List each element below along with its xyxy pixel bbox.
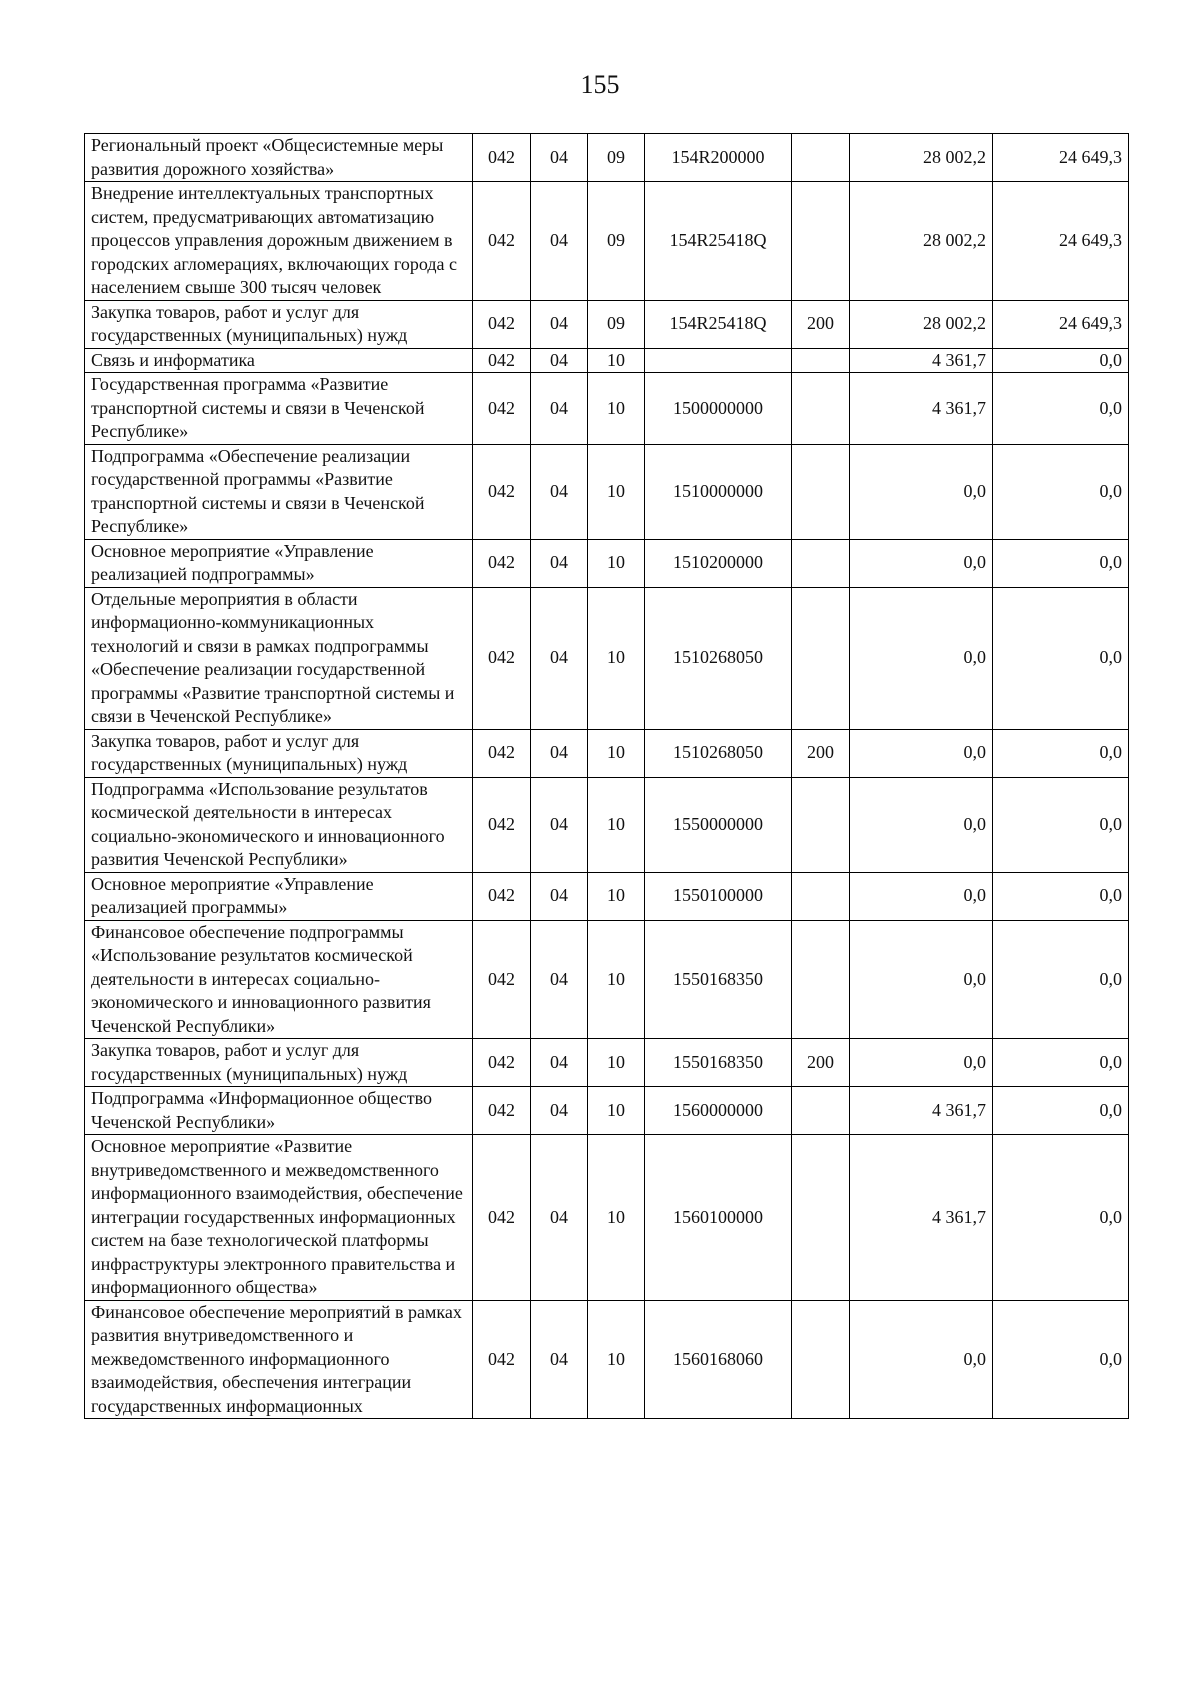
row-name: Подпрограмма «Использование результатов космической деятельности в интересах социально-экономического и инновационного развития Чеченской Республики» [85,777,473,872]
row-target-code: 154R200000 [645,134,792,182]
row-section-code: 04 [531,348,588,373]
row-sum-2: 0,0 [993,539,1129,587]
row-section-code: 04 [531,182,588,301]
row-target-code: 154R25418Q [645,300,792,348]
row-subsection-code: 10 [588,777,645,872]
row-ministry-code: 042 [473,1039,531,1087]
row-target-code: 1500000000 [645,373,792,445]
row-target-code: 1550000000 [645,777,792,872]
table-row [85,1300,1129,1419]
row-section-code: 04 [531,1039,588,1087]
row-subsection-code: 10 [588,920,645,1039]
row-sum-2: 24 649,3 [993,300,1129,348]
table-row [85,872,1129,920]
row-sum-2: 24 649,3 [993,182,1129,301]
row-sum-1: 28 002,2 [850,182,993,301]
row-ministry-code: 042 [473,587,531,729]
row-target-code [645,348,792,373]
row-sum-2: 0,0 [993,729,1129,777]
row-subsection-code: 09 [588,134,645,182]
row-section-code: 04 [531,587,588,729]
row-sum-2: 24 649,3 [993,134,1129,182]
row-sum-2: 0,0 [993,777,1129,872]
row-ministry-code: 042 [473,920,531,1039]
row-expense-type-code [792,1300,850,1419]
row-ministry-code: 042 [473,444,531,539]
row-section-code: 04 [531,1087,588,1135]
row-expense-type-code: 200 [792,1039,850,1087]
row-name: Государственная программа «Развитие транспортной системы и связи в Чеченской Республике» [85,373,473,445]
row-section-code: 04 [531,1300,588,1419]
row-name: Связь и информатика [85,348,473,373]
table-body [85,134,1129,1419]
row-subsection-code: 10 [588,729,645,777]
row-ministry-code: 042 [473,348,531,373]
table-row [85,1135,1129,1301]
row-target-code: 1560000000 [645,1087,792,1135]
row-sum-1: 0,0 [850,587,993,729]
row-subsection-code: 09 [588,300,645,348]
row-ministry-code: 042 [473,777,531,872]
row-name: Подпрограмма «Обеспечение реализации государственной программы «Развитие транспортной системы и связи в Чеченской Республике» [85,444,473,539]
row-expense-type-code [792,920,850,1039]
row-section-code: 04 [531,373,588,445]
row-ministry-code: 042 [473,134,531,182]
row-subsection-code: 09 [588,182,645,301]
row-target-code: 1550168350 [645,920,792,1039]
row-ministry-code: 042 [473,1135,531,1301]
row-sum-1: 0,0 [850,920,993,1039]
row-ministry-code: 042 [473,872,531,920]
row-ministry-code: 042 [473,373,531,445]
row-expense-type-code [792,348,850,373]
row-name: Основное мероприятие «Управление реализацией программы» [85,872,473,920]
row-sum-1: 4 361,7 [850,373,993,445]
row-sum-1: 28 002,2 [850,134,993,182]
row-name: Внедрение интеллектуальных транспортных систем, предусматривающих автоматизацию процессов управления дорожным движением в городских агломерациях, включающих города с населением свыше 300 тысяч человек [85,182,473,301]
row-target-code: 1510000000 [645,444,792,539]
table-row [85,348,1129,373]
row-sum-2: 0,0 [993,373,1129,445]
row-subsection-code: 10 [588,1135,645,1301]
table-row [85,729,1129,777]
row-subsection-code: 10 [588,1300,645,1419]
row-sum-2: 0,0 [993,872,1129,920]
row-ministry-code: 042 [473,300,531,348]
row-section-code: 04 [531,920,588,1039]
row-expense-type-code [792,373,850,445]
budget-table [84,133,1129,1419]
row-name: Закупка товаров, работ и услуг для государственных (муниципальных) нужд [85,300,473,348]
row-sum-1: 0,0 [850,729,993,777]
row-expense-type-code: 200 [792,300,850,348]
table-row [85,444,1129,539]
row-subsection-code: 10 [588,1087,645,1135]
table-row [85,300,1129,348]
table-row [85,920,1129,1039]
row-sum-1: 0,0 [850,1039,993,1087]
row-target-code: 1560168060 [645,1300,792,1419]
row-sum-1: 0,0 [850,1300,993,1419]
row-section-code: 04 [531,777,588,872]
table-row [85,539,1129,587]
row-sum-1: 0,0 [850,539,993,587]
table-row [85,1087,1129,1135]
row-sum-1: 0,0 [850,777,993,872]
row-sum-1: 28 002,2 [850,300,993,348]
row-sum-1: 4 361,7 [850,1087,993,1135]
row-expense-type-code [792,1087,850,1135]
row-expense-type-code [792,872,850,920]
row-sum-2: 0,0 [993,1039,1129,1087]
row-section-code: 04 [531,444,588,539]
table-row [85,777,1129,872]
row-target-code: 154R25418Q [645,182,792,301]
page-number: 155 [580,70,620,99]
row-section-code: 04 [531,729,588,777]
row-target-code: 1550100000 [645,872,792,920]
row-expense-type-code [792,182,850,301]
row-sum-1: 0,0 [850,872,993,920]
row-ministry-code: 042 [473,539,531,587]
row-section-code: 04 [531,300,588,348]
table-row [85,182,1129,301]
table-row [85,373,1129,445]
row-name: Закупка товаров, работ и услуг для государственных (муниципальных) нужд [85,1039,473,1087]
row-subsection-code: 10 [588,587,645,729]
row-sum-1: 0,0 [850,444,993,539]
row-sum-1: 4 361,7 [850,348,993,373]
row-subsection-code: 10 [588,444,645,539]
row-sum-2: 0,0 [993,1135,1129,1301]
row-sum-2: 0,0 [993,1087,1129,1135]
row-subsection-code: 10 [588,1039,645,1087]
table-row [85,1039,1129,1087]
row-section-code: 04 [531,872,588,920]
row-expense-type-code [792,777,850,872]
row-target-code: 1510200000 [645,539,792,587]
row-expense-type-code: 200 [792,729,850,777]
row-subsection-code: 10 [588,872,645,920]
row-sum-2: 0,0 [993,348,1129,373]
row-ministry-code: 042 [473,1300,531,1419]
row-ministry-code: 042 [473,182,531,301]
row-expense-type-code [792,444,850,539]
row-subsection-code: 10 [588,539,645,587]
row-section-code: 04 [531,539,588,587]
row-section-code: 04 [531,1135,588,1301]
row-name: Подпрограмма «Информационное общество Чеченской Республики» [85,1087,473,1135]
row-name: Отдельные мероприятия в области информационно-коммуникационных технологий и связи в рамках подпрограммы «Обеспечение реализации государственной программы «Развитие транспортной системы и связи в Чеченской Республике» [85,587,473,729]
row-section-code: 04 [531,134,588,182]
row-sum-2: 0,0 [993,920,1129,1039]
row-expense-type-code [792,134,850,182]
row-sum-2: 0,0 [993,444,1129,539]
row-subsection-code: 10 [588,348,645,373]
row-name: Основное мероприятие «Управление реализацией подпрограммы» [85,539,473,587]
row-ministry-code: 042 [473,1087,531,1135]
row-target-code: 1560100000 [645,1135,792,1301]
row-subsection-code: 10 [588,373,645,445]
row-expense-type-code [792,587,850,729]
row-target-code: 1510268050 [645,587,792,729]
row-name: Финансовое обеспечение подпрограммы «Использование результатов космической деятельности в интересах социально-экономического и инновационного развития Чеченской Республики» [85,920,473,1039]
row-name: Региональный проект «Общесистемные меры развития дорожного хозяйства» [85,134,473,182]
row-ministry-code: 042 [473,729,531,777]
row-expense-type-code [792,1135,850,1301]
row-name: Финансовое обеспечение мероприятий в рамках развития внутриведомственного и межведомственного информационного взаимодействия, обеспечения интеграции государственных информационных [85,1300,473,1419]
row-name: Закупка товаров, работ и услуг для государственных (муниципальных) нужд [85,729,473,777]
table-row [85,134,1129,182]
row-expense-type-code [792,539,850,587]
row-target-code: 1510268050 [645,729,792,777]
row-name: Основное мероприятие «Развитие внутриведомственного и межведомственного информационного взаимодействия, обеспечение интеграции государственных информационных систем на базе технологической платформы инфраструктуры электронного правительства и информационного общества» [85,1135,473,1301]
row-sum-2: 0,0 [993,1300,1129,1419]
row-sum-2: 0,0 [993,587,1129,729]
row-target-code: 1550168350 [645,1039,792,1087]
row-sum-1: 4 361,7 [850,1135,993,1301]
table-row [85,587,1129,729]
